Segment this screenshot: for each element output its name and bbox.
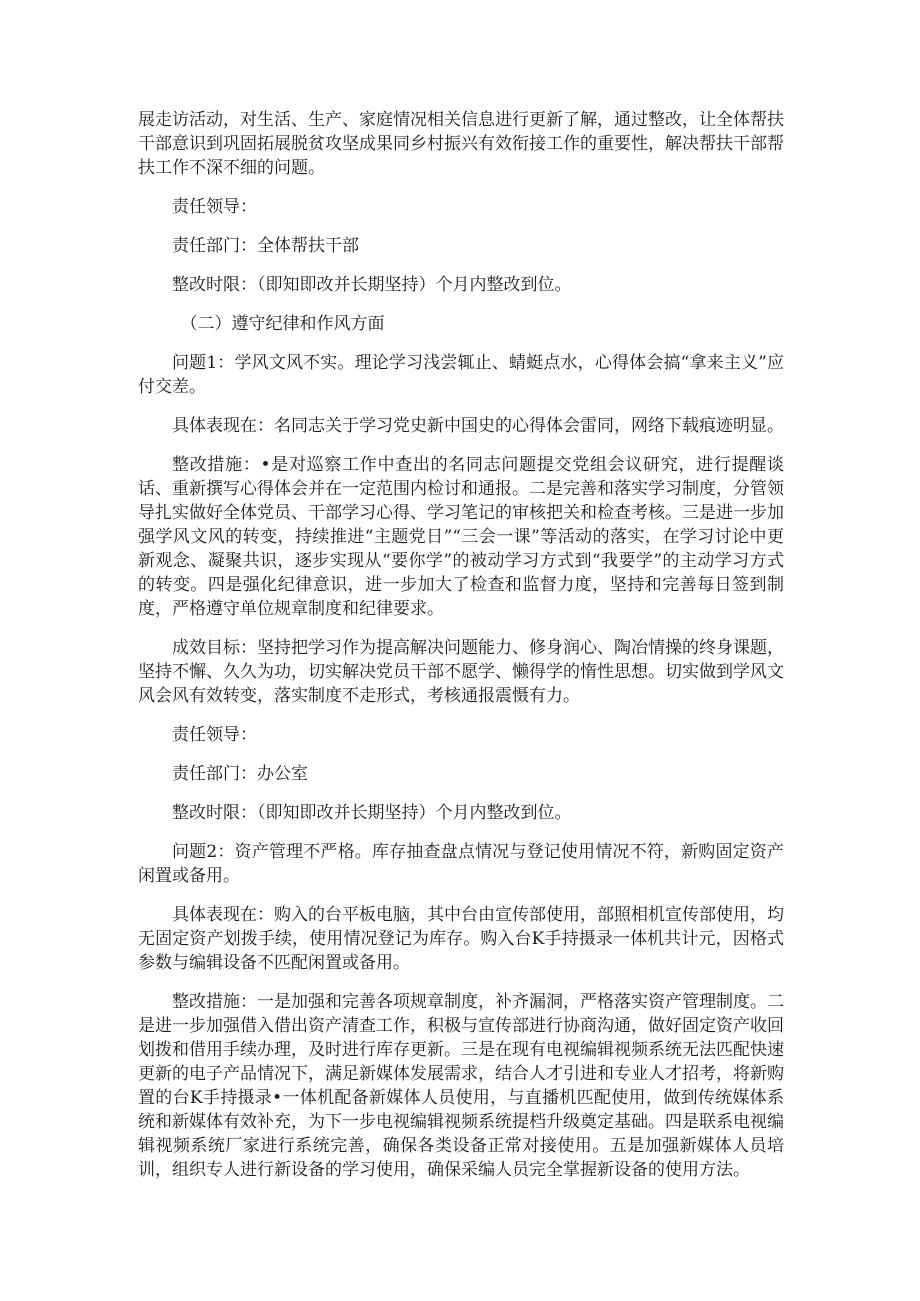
section-heading-discipline: （二）遵守纪律和作风方面 — [180, 314, 385, 334]
paragraph-problem-1-measures: 整改措施：•是对巡察工作中查出的名同志问题提交党组会议研究，进行提醒谈话、重新撰写心得体会并在一定范围内检讨和通报。二是完善和落实学习制度，分管领导扎实做好全体党员、干部学习心得、学习笔记的审核把关和检查考核。三是进一步加强学风文风的转变，持续推进“主题党日”“三会一课”等活动的落实，在学习讨论中更新观念、凝聚共识，逐步实现从“要你学”的被动学习方式到“我要学”的主动学习方式的转变。四是强化纪律意识，进一步加大了检查和监督力度，坚持和完善每日签到制度，严格遵守单位规章制度和纪律要求。 — [138, 455, 784, 619]
paragraph-responsible-leader: 责任领导： — [172, 197, 257, 217]
paragraph-problem-1: 问题1：学风文风不实。理论学习浅尝辄止、蜻蜓点水，心得体会搞“拿来主义”应付交差。 — [138, 353, 784, 397]
document-body — [138, 108, 784, 1197]
paragraph-responsible-department: 责任部门：全体帮扶干部 — [172, 236, 359, 256]
paragraph-problem-2: 问题2：资产管理不严格。库存抽查盘点情况与登记使用情况不符，新购固定资产闲置或备用。 — [138, 842, 784, 886]
paragraph-deadline: 整改时限：（即知即改并长期坚持）个月内整改到位。 — [172, 275, 572, 295]
paragraph-deadline-2: 整改时限：（即知即改并长期坚持）个月内整改到位。 — [172, 803, 572, 823]
paragraph-problem-2-measures: 整改措施：一是加强和完善各项规章制度，补齐漏洞，严格落实资产管理制度。二是进一步加强借入借出资产清查工作，积极与宣传部进行协商沟通，做好固定资产收回划拨和借用手续办理，及时进行库存更新。三是在现有电视编辑视频系统无法匹配快速更新的电子产品情况下，满足新媒体发展需求，结合人才引进和专业人才招考，将新购置的台K手持摄录•一体机配备新媒体人员使用，与直播机匹配使用，做到传统媒体系统和新媒体有效补充，为下一步电视编辑视频系统提档升级奠定基础。四是联系电视编辑视频系统厂家进行系统完善，确保各类设备正常对接使用。五是加强新媒体人员培训，组织专人进行新设备的学习使用，确保采编人员完全掌握新设备的使用方法。 — [138, 992, 784, 1180]
paragraph-responsible-department-2: 责任部门：办公室 — [172, 764, 308, 784]
paragraph-problem-1-goals: 成效目标：坚持把学习作为提高解决问题能力、修身润心、陶冶情操的终身课题，坚持不懈、久久为功，切实解决党员干部不愿学、懒得学的惰性思想。切实做到学风文风会风有效转变，落实制度不走形式，考核通报震慑有力。 — [138, 638, 784, 706]
paragraph-problem-1-details: 具体表现在：名同志关于学习党史新中国史的心得体会雷同，网络下载痕迹明显。 — [172, 416, 784, 436]
paragraph-visit-activity: 展走访活动，对生活、生产、家庭情况相关信息进行更新了解，通过整改，让全体帮扶干部意识到巩固拓展脱贫攻坚成果同乡村振兴有效衔接工作的重要性，解决帮扶干部帮扶工作不深不细的问题。 — [138, 110, 784, 178]
paragraph-responsible-leader-2: 责任领导： — [172, 725, 257, 745]
paragraph-problem-2-details: 具体表现在：购入的台平板电脑，其中台由宣传部使用，部照相机宣传部使用，均无固定资产划拨手续，使用情况登记为库存。购入台K手持摄录一体机共计元，因格式参数与编辑设备不匹配闲置或备用。 — [138, 905, 784, 973]
